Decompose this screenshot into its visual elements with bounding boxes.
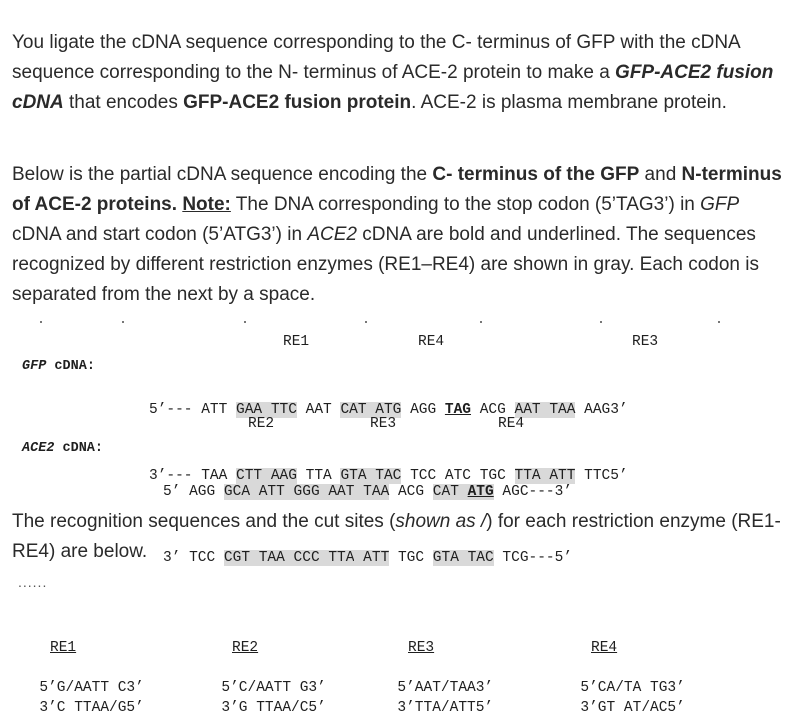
enzyme-bottom-site: 3’TTA/ATT5’ (397, 700, 494, 716)
intro-paragraph (12, 28, 782, 118)
enzyme-bottom-site: 3’G TTAA/C5’ (221, 700, 326, 716)
strand-suffix: TTC5’ (584, 468, 628, 484)
codon: TAA (549, 402, 576, 418)
enzyme-re2 (204, 598, 326, 718)
codon: TAG (444, 402, 472, 418)
gfp-site-label: RE3 (632, 334, 659, 350)
enzyme-re3 (380, 598, 493, 718)
text-run: cDNA are bold and underlined. The sequences recognized by different restriction enzymes (RE1–RE4) are shown in gray. Each codon is separated from the next by a space. (12, 224, 759, 305)
strand-suffix: AAG3’ (584, 402, 628, 418)
strand-prefix: 3’ (163, 550, 190, 566)
codon: TCC (410, 468, 437, 484)
description-paragraph (12, 160, 782, 310)
gfp-cdna-label (22, 359, 95, 374)
enzyme-bottom-site: 3’C TTAA/G5’ (39, 700, 144, 716)
enzyme-top-site: 5’C/AATT G3’ (221, 680, 326, 696)
codon: GCA (223, 484, 251, 500)
ace2-top-strand (163, 481, 572, 503)
codon: CTT (236, 468, 263, 484)
codon: AAT (328, 484, 355, 500)
enzyme-bottom-site: 3’GT AT/AC5’ (580, 700, 685, 716)
ace2-gene-name: ACE2 (22, 441, 55, 456)
text-run: ACE2 (307, 224, 357, 245)
codon: TTA (514, 468, 541, 484)
codon: ACG (479, 402, 506, 418)
text-run: GFP-ACE2 fusion protein (183, 92, 412, 113)
codon: ATT (549, 468, 576, 484)
codon: GAA (236, 402, 263, 418)
text-run: shown as / (395, 511, 487, 532)
text-run: You ligate the cDNA sequence corresponding to the C- terminus of GFP with the cDNA sequence corresponding to the N- terminus of ACE-2 protein to make a (12, 32, 740, 83)
codon: GGG (293, 484, 320, 500)
codon: AGG (189, 484, 216, 500)
codon: CAT (340, 402, 367, 418)
codon: TTA (328, 550, 355, 566)
codon: ATC (444, 468, 472, 484)
ace2-label-suffix: cDNA: (54, 441, 104, 456)
enzyme-name: RE3 (408, 640, 435, 656)
strand-suffix: TCG---5’ (502, 550, 573, 566)
codon: TGC (479, 468, 506, 484)
codon: TTA (305, 468, 332, 484)
text-run: GFP (700, 194, 740, 215)
gfp-gene-name: GFP (22, 359, 47, 374)
gfp-site-label: RE1 (283, 334, 310, 350)
codon: AAG (270, 468, 297, 484)
codon: TAA (363, 484, 390, 500)
codon: ATT (363, 550, 390, 566)
codon: TAC (375, 468, 402, 484)
text-run: that encodes (63, 92, 184, 113)
ace2-site-label: RE4 (498, 416, 525, 432)
enzyme-top-site: 5’G/AATT C3’ (39, 680, 144, 696)
gfp-label-suffix: cDNA: (46, 359, 95, 374)
enzyme-name: RE4 (591, 640, 618, 656)
gfp-site-label: RE4 (418, 334, 445, 350)
strand-prefix: 5’ (163, 484, 190, 500)
ace2-site-label: RE3 (370, 416, 397, 432)
codon: GTA (432, 550, 459, 566)
enzyme-name: RE2 (232, 640, 259, 656)
strand-suffix: AGC---3’ (502, 484, 573, 500)
text-run: and (639, 164, 682, 185)
codon: ATT (201, 402, 228, 418)
codon: CAT (432, 484, 459, 500)
ace2-site-label: RE2 (248, 416, 275, 432)
text-run: The recognition sequences and the cut sites ( (12, 511, 396, 532)
codon: CGT (223, 550, 251, 566)
text-run: GFP-ACE2 fusion cDNA (12, 62, 774, 113)
codon: TTC (270, 402, 297, 418)
enzyme-name: RE1 (50, 640, 77, 656)
enzyme-re1 (22, 598, 144, 718)
codon: ATT (258, 484, 285, 500)
codon: TAC (467, 550, 494, 566)
text-run: cDNA and start codon (5’ATG3’) in (12, 224, 308, 245)
text-run: . ACE-2 is plasma membrane protein. (411, 92, 727, 113)
text-run: Note: (182, 194, 231, 215)
text-run: The DNA corresponding to the stop codon (5’TAG3’) in (230, 194, 701, 215)
codon: AAT (305, 402, 332, 418)
codon: ATG (375, 402, 402, 418)
codon: AAT (514, 402, 541, 418)
text-run: ) for each restriction enzyme (RE1-RE4) are below. (12, 511, 781, 562)
codon: AGG (410, 402, 437, 418)
text-run: Below is the partial cDNA sequence encoding the (12, 164, 433, 185)
strand-prefix: 3’--- (149, 468, 202, 484)
codon: CCC (293, 550, 320, 566)
codon: ATG (467, 484, 494, 500)
codon: ACG (397, 484, 425, 500)
codon: TAA (258, 550, 285, 566)
codon: TCC (189, 550, 216, 566)
dotted-divider (40, 321, 720, 325)
strand-prefix: 5’--- (149, 402, 202, 418)
codon: GTA (340, 468, 367, 484)
enzyme-top-site: 5’CA/TA TG3’ (580, 680, 685, 696)
text-run: N-terminus of ACE-2 proteins. (12, 164, 782, 215)
text-run: C- terminus of the GFP (432, 164, 640, 185)
codon: TGC (397, 550, 425, 566)
truncated-dots: ...... (18, 574, 48, 590)
ace2-cdna-label (22, 441, 103, 456)
recognition-paragraph (12, 507, 782, 567)
codon: TAA (201, 468, 228, 484)
enzyme-re4 (563, 598, 685, 718)
enzyme-top-site: 5’AAT/TAA3’ (397, 680, 494, 696)
